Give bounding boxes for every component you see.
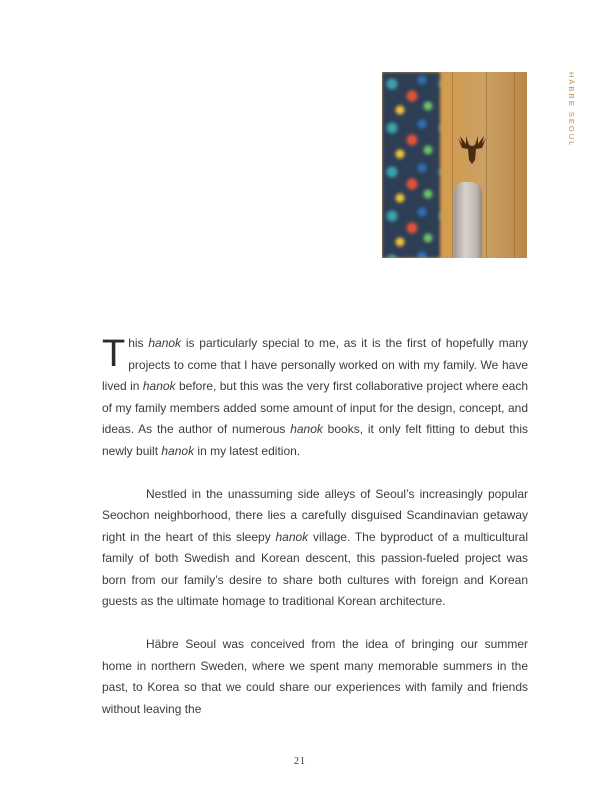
text-run: Häbre Seoul was conceived from the idea of bringing our summer home in northern Sweden, where we spent many memorable summers in the past, to Korea so that we could share our experiences with family and friends without leaving the xyxy=(102,637,528,716)
italic-term: hanok xyxy=(161,443,195,458)
italic-term: hanok xyxy=(275,529,309,544)
moose-hook-icon xyxy=(454,132,490,168)
drop-cap: T xyxy=(102,333,126,375)
text-run: his xyxy=(128,336,149,350)
body-paragraph xyxy=(102,634,528,720)
text-run: is particularly special to me, as it is the first of hopefully many projects to come that I have personally worked on with my family. We have lived in xyxy=(102,336,528,393)
body-paragraph xyxy=(102,484,528,613)
mosaic-wall-art xyxy=(382,72,440,258)
hanging-towel xyxy=(454,182,482,258)
text-run: Nestled in the unassuming side alleys of Seoul’s increasingly popular Seochon neighborhood, there lies a carefully disguised Scandinavian getaway right in the heart of this sleepy xyxy=(102,486,528,544)
text-run: before, but this was the very first collaborative project where each of my family members added some amount of input for the design, concept, and ideas. As the author of numerous xyxy=(102,379,528,436)
text-run: books, it only felt fitting to debut this newly built xyxy=(102,422,528,458)
wood-plank-seam xyxy=(514,72,515,258)
body-text xyxy=(102,333,528,742)
italic-term: hanok xyxy=(142,379,176,393)
interior-photo xyxy=(382,72,527,258)
italic-term: hanok xyxy=(148,336,182,350)
page-number: 21 xyxy=(294,756,306,767)
italic-term: hanok xyxy=(290,422,323,436)
text-run: village. The byproduct of a multicultural family of both Swedish and Korean descent, this passion-fueled project was born from our family’s desire to share both cultures with foreign and Korean guests as the ultimate homage to traditional Korean architecture. xyxy=(102,529,528,608)
wood-plank-seam xyxy=(452,72,453,258)
text-run: in my latest edition. xyxy=(194,443,301,458)
body-paragraph xyxy=(102,333,528,462)
running-head: HÄBRE SEOUL xyxy=(567,72,576,148)
